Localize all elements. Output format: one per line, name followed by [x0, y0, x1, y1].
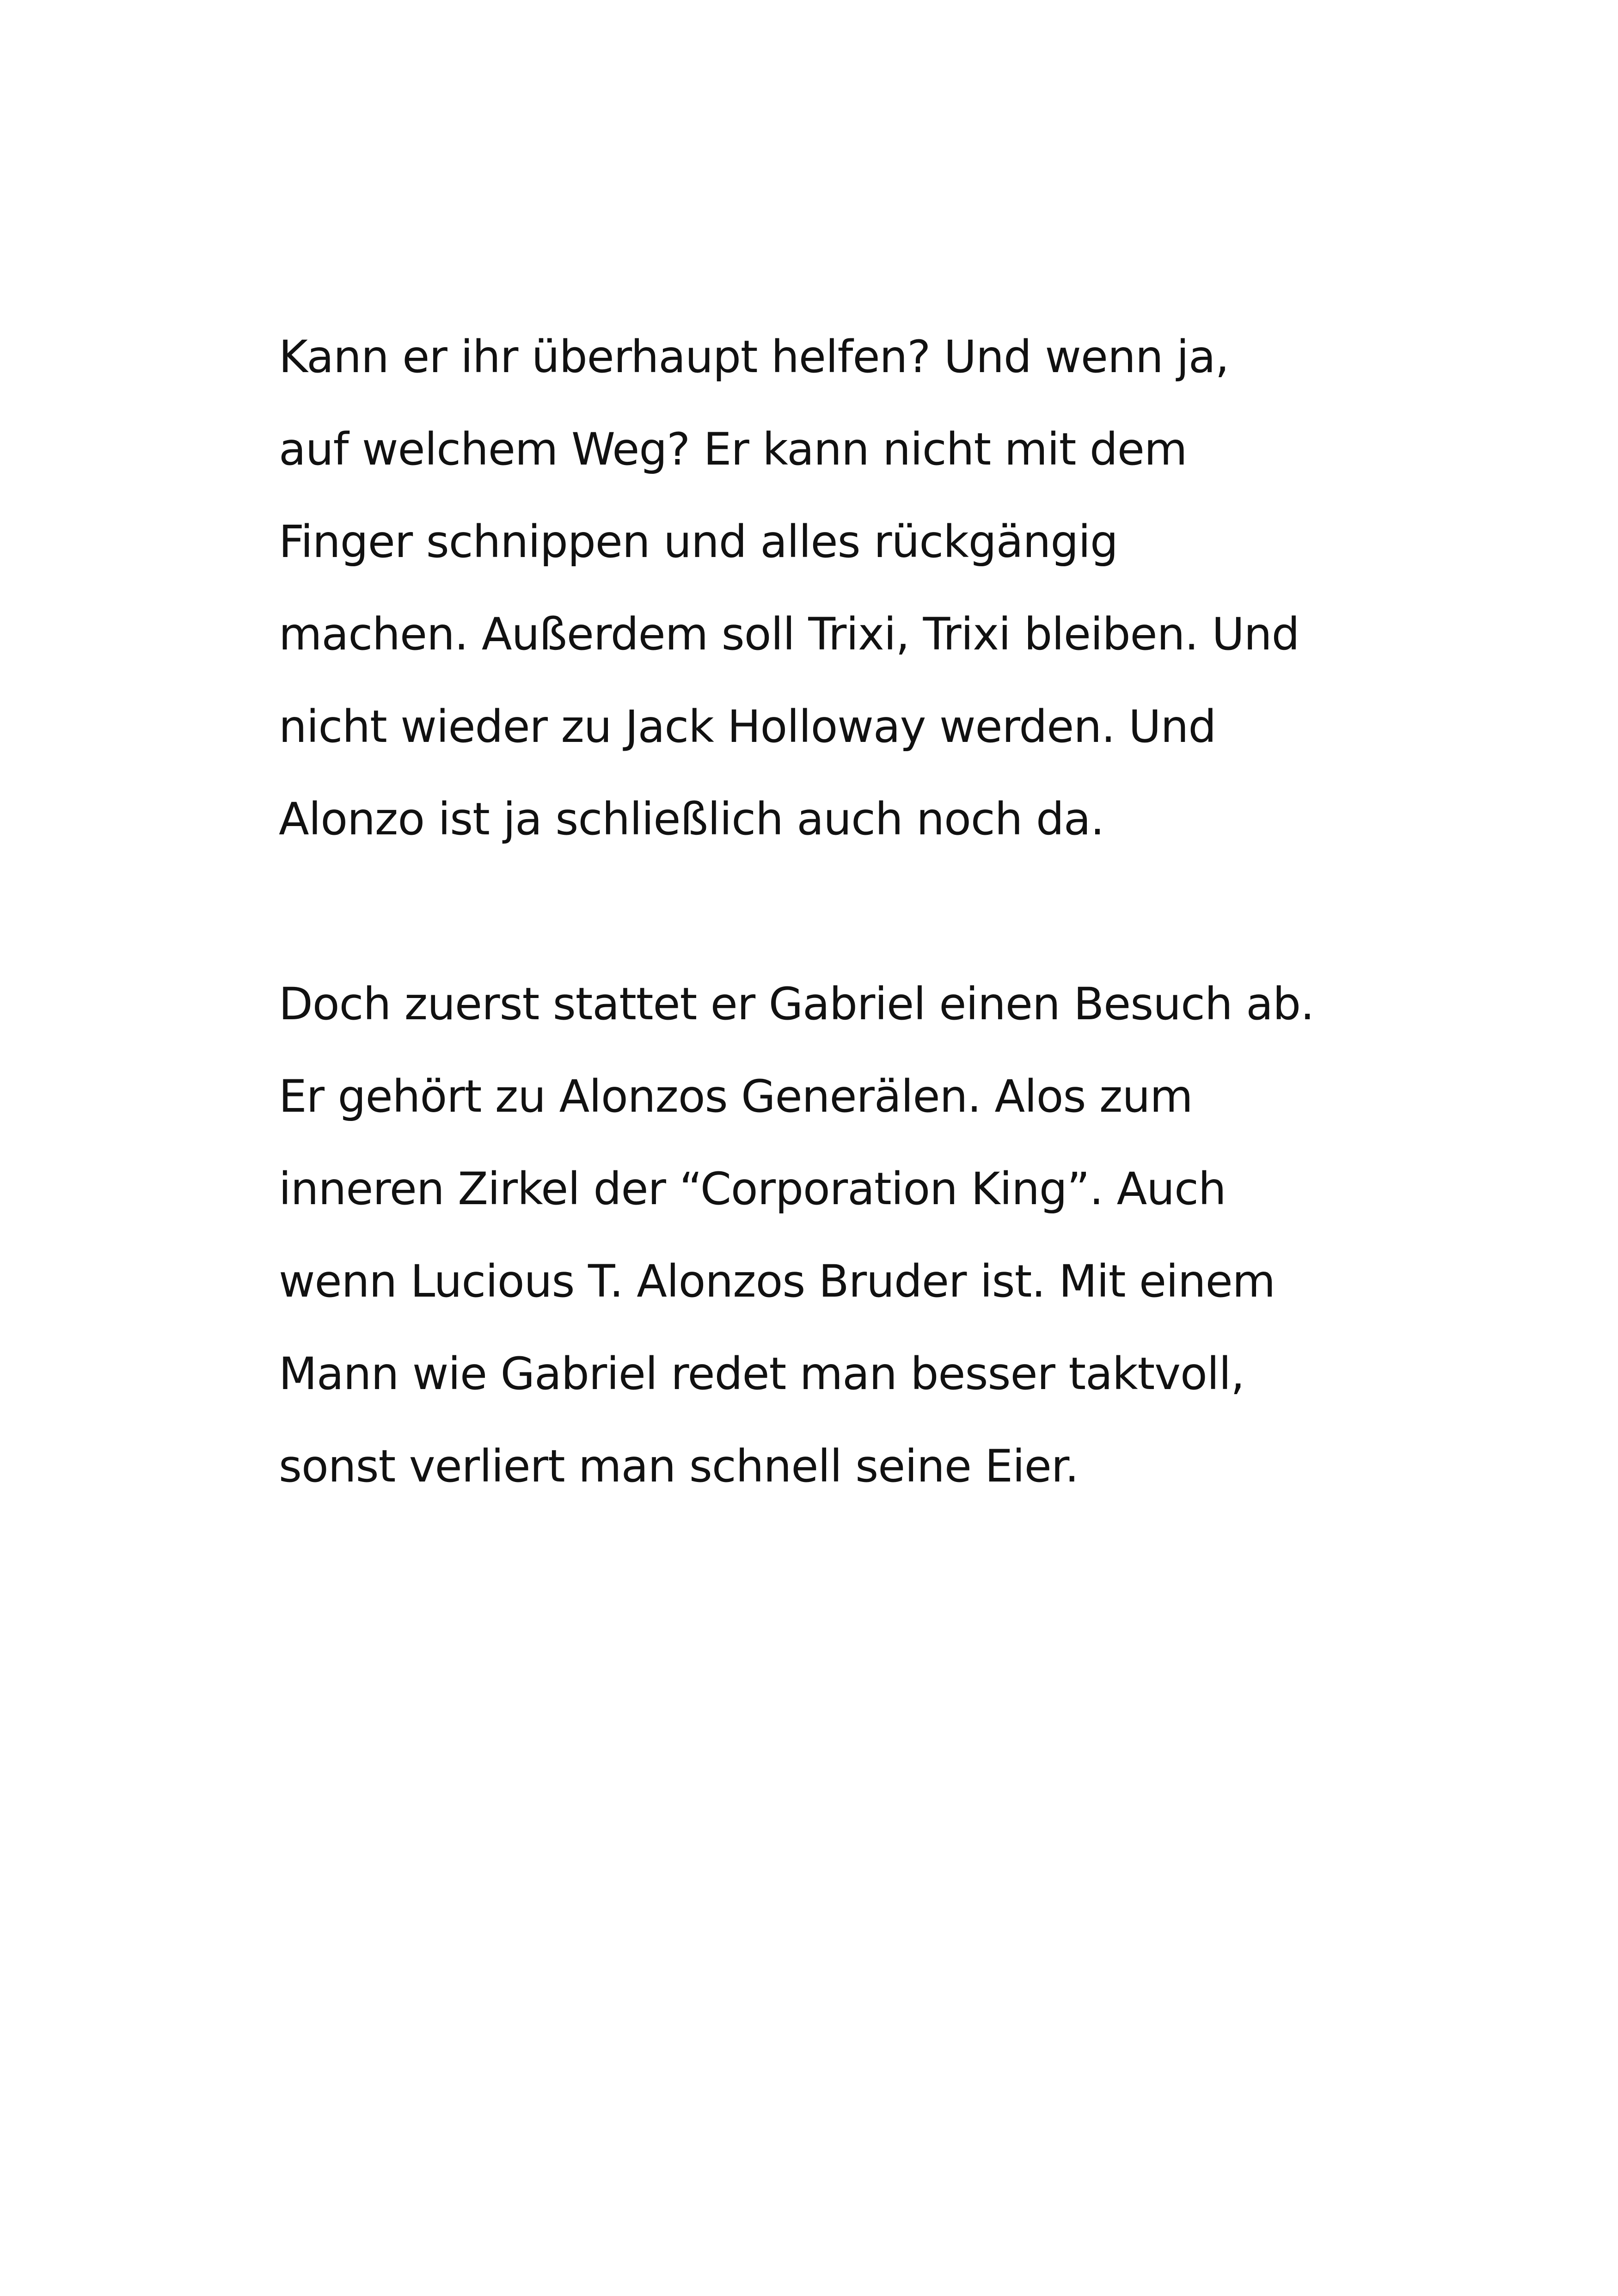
text-line: wenn Lucious T. Alonzos Bruder ist. Mit einem — [279, 1255, 1275, 1307]
text-line: Kann er ihr überhaupt helfen? Und wenn ja, — [279, 331, 1229, 383]
paragraph — [279, 311, 1388, 865]
text-line: Alonzo ist ja schließlich auch noch da. — [279, 793, 1104, 845]
text-line: nicht wieder zu Jack Holloway werden. Und — [279, 701, 1216, 753]
paragraph-gap — [279, 865, 1388, 958]
text-line: Mann wie Gabriel redet man besser taktvoll, — [279, 1348, 1244, 1400]
text-line: machen. Außerdem soll Trixi, Trixi bleiben. Und — [279, 608, 1299, 660]
text-line: Er gehört zu Alonzos Generälen. Alos zum — [279, 1071, 1193, 1122]
paragraph — [279, 958, 1388, 1512]
text-line: sonst verliert man schnell seine Eier. — [279, 1440, 1079, 1492]
text-line: Doch zuerst stattet er Gabriel einen Besuch ab. — [279, 978, 1314, 1030]
text-line: auf welchem Weg? Er kann nicht mit dem — [279, 423, 1187, 475]
text-line: Finger schnippen und alles rückgängig — [279, 516, 1118, 568]
text-line: inneren Zirkel der “Corporation King”. Auch — [279, 1163, 1226, 1215]
body-text — [279, 311, 1388, 1512]
